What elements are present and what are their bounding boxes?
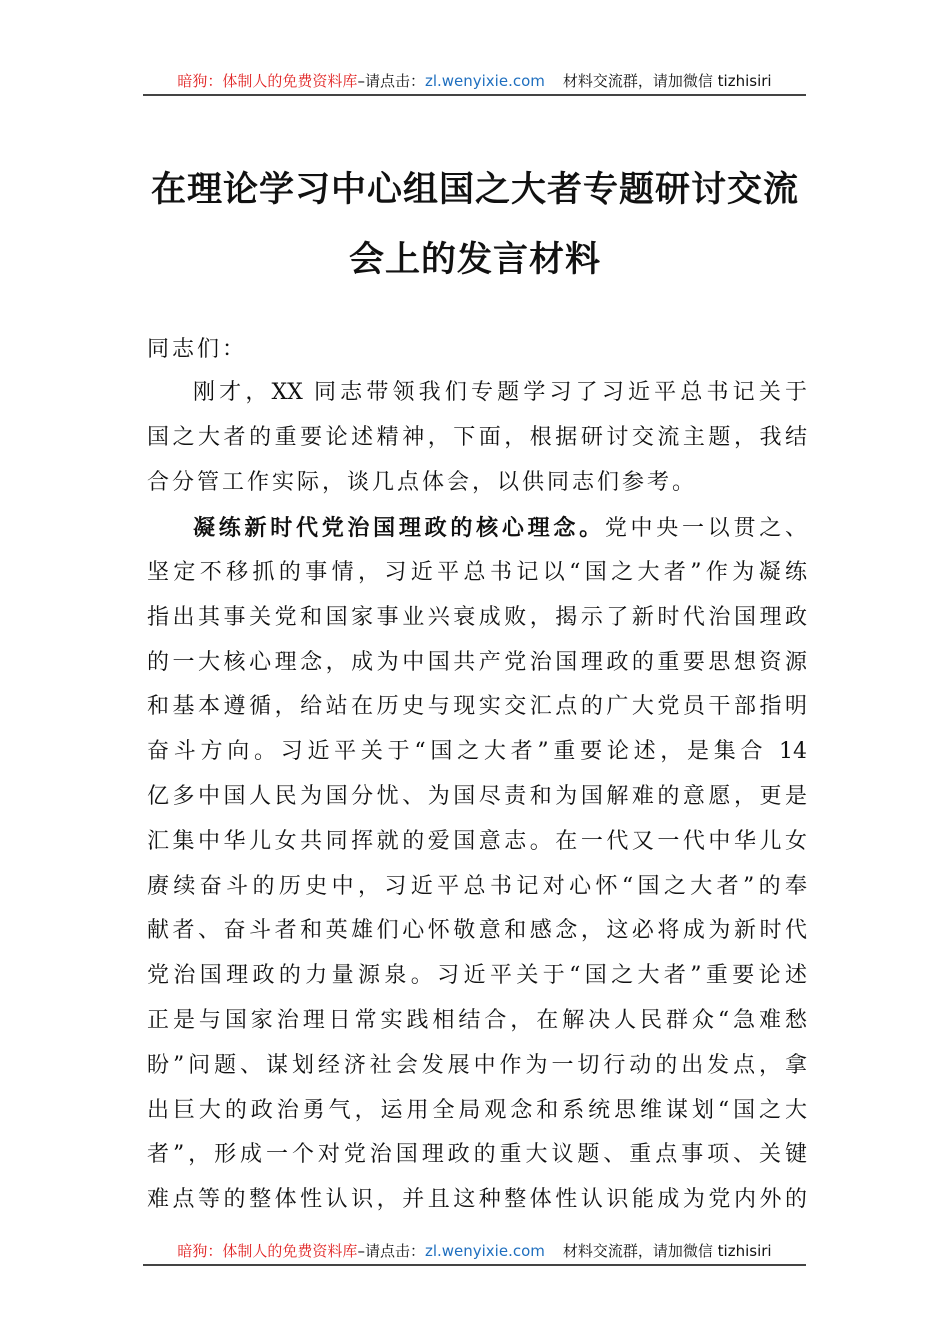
- footer-banner: [143, 1240, 806, 1262]
- doc-title-line-2: 会上的发言材料: [348, 239, 601, 280]
- banner-site-name: 暗狗：体制人的免费资料库: [177, 72, 358, 90]
- paragraph-line: 者”，形成一个对党治国理政的重大议题、重点事项、关键: [147, 1142, 807, 1168]
- paragraph-line: 奋斗方向。习近平关于“国之大者”重要论述，是集合 14: [147, 739, 807, 765]
- paragraph-line: 坚定不移抓的事情，习近平总书记以“国之大者”作为凝练: [147, 560, 807, 585]
- paragraph-line: 指出其事关党和国家事业兴衰成败，揭示了新时代治国理政: [147, 604, 807, 630]
- paragraph-line: 汇集中华儿女共同挥就的爱国意志。在一代又一代中华儿女: [147, 828, 807, 854]
- banner-prompt: –请点击：: [357, 1242, 425, 1260]
- paragraph-line: 正是与国家治理日常实践相结合，在解决人民群众“急难愁: [147, 1008, 807, 1033]
- header-banner: [143, 70, 806, 92]
- paragraph-line: 合分管工作实际，谈几点体会，以供同志们参考。: [147, 470, 698, 495]
- paragraph-line: 党治国理政的力量源泉。习近平关于“国之大者”重要论述: [147, 963, 807, 989]
- paragraph-line: 刚才，XX 同志带领我们专题学习了习近平总书记关于: [193, 380, 807, 405]
- paragraph-line: 出巨大的政治勇气，运用全局观念和系统思维谋划“国之大: [147, 1097, 807, 1123]
- paragraph-line: 的一大核心理念，成为中国共产党治国理政的重要思想资源: [147, 649, 807, 675]
- banner-link[interactable]: zl.wenyixie.com: [424, 1242, 545, 1260]
- paragraph-line: 亿多中国人民为国分忧、为国尽责和为国解难的意愿，更是: [147, 784, 807, 809]
- doc-title-line-1: 在理论学习中心组国之大者专题研讨交流: [150, 169, 799, 210]
- paragraph-line: 献者、奋斗者和英雄们心怀敬意和感念，这必将成为新时代: [147, 918, 807, 944]
- header-rule: [143, 94, 806, 96]
- banner-link[interactable]: zl.wenyixie.com: [424, 72, 545, 90]
- paragraph-line: 和基本遵循，给站在历史与现实交汇点的广大党员干部指明: [147, 694, 807, 720]
- paragraph-text: 党中央一以贯之、: [604, 516, 807, 541]
- banner-prompt: –请点击：: [357, 72, 425, 90]
- paragraph-line: 盼”问题、谋划经济社会发展中作为一切行动的出发点，拿: [147, 1052, 807, 1078]
- paragraph-line: 国之大者的重要论述精神，下面，根据研讨交流主题，我结: [147, 425, 807, 450]
- banner-site-name: 暗狗：体制人的免费资料库: [177, 1242, 358, 1260]
- section-heading: 凝练新时代党治国理政的核心理念。: [193, 515, 605, 541]
- footer-rule: [143, 1264, 806, 1266]
- banner-contact: 材料交流群，请加微信 tizhisiri: [562, 1242, 772, 1260]
- paragraph-line: [193, 513, 807, 543]
- paragraph-line: 赓续奋斗的历史中，习近平总书记对心怀“国之大者”的奉: [147, 873, 807, 899]
- paragraph-line: 难点等的整体性认识，并且这种整体性认识能成为党内外的: [147, 1187, 807, 1213]
- salutation: 同志们：: [147, 337, 248, 362]
- banner-contact: 材料交流群，请加微信 tizhisiri: [562, 72, 772, 90]
